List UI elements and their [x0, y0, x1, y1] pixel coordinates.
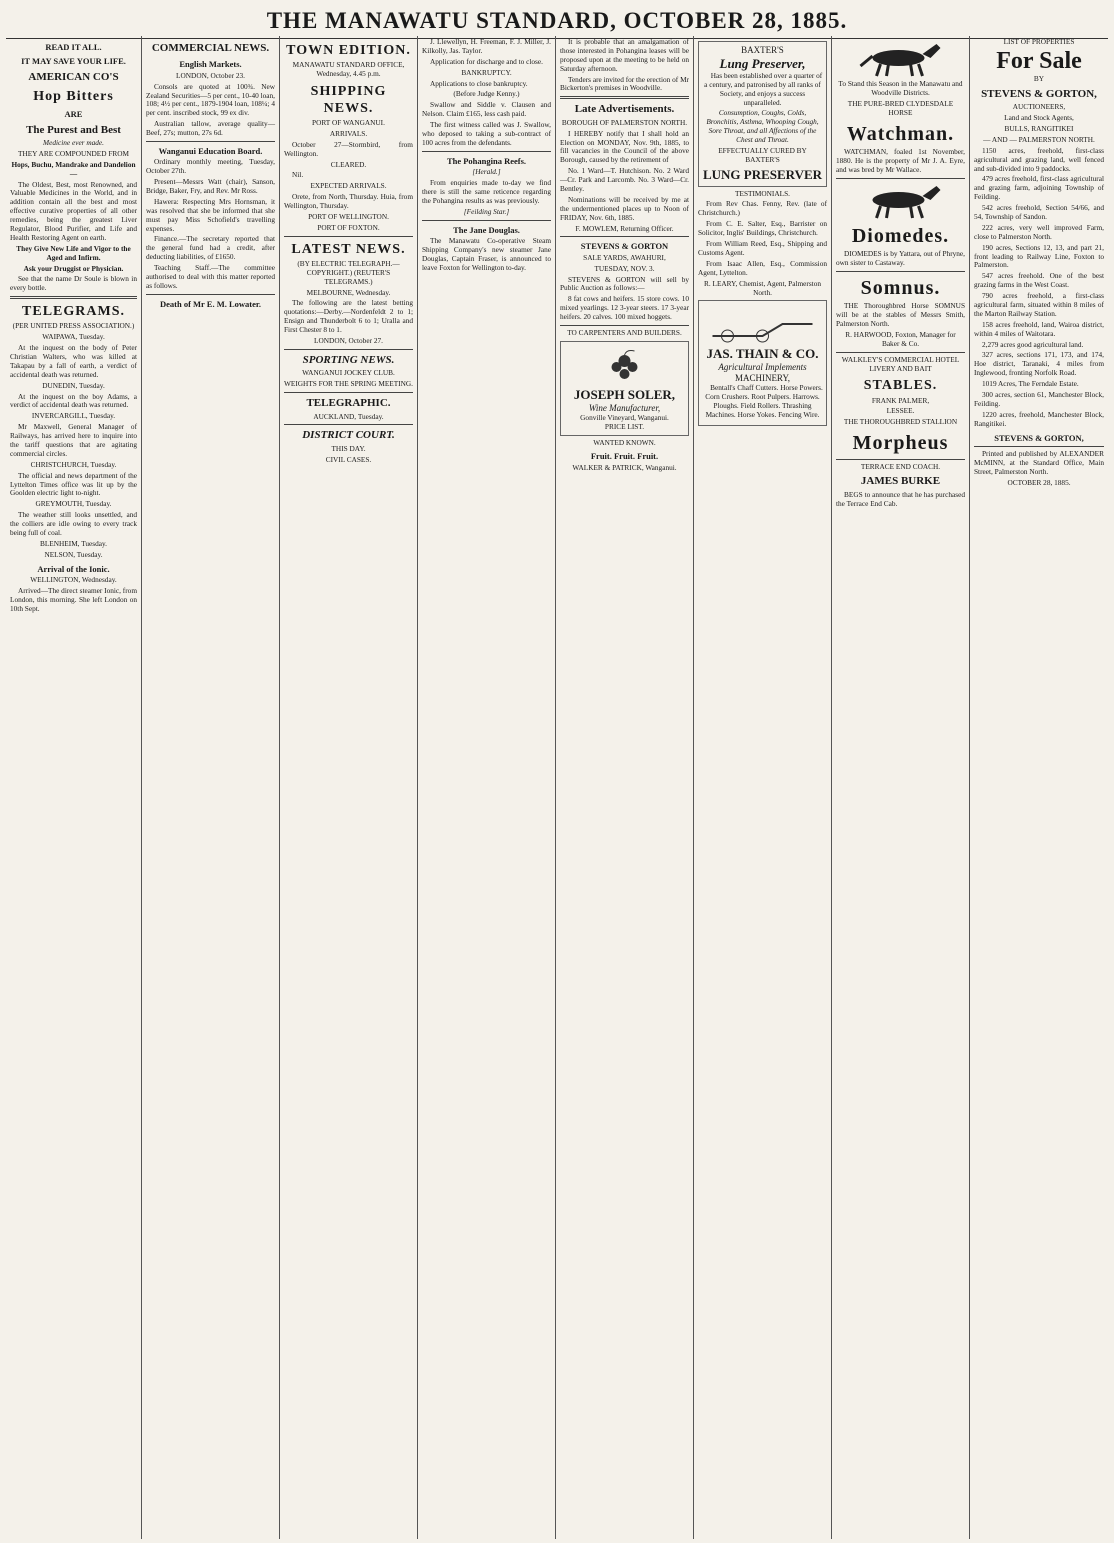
- column-2: [142, 36, 280, 1539]
- news-item: Tenders are invited for the erection of Mr Bickerton's premises in Woodville.: [560, 74, 689, 93]
- list-heading: LIST OF PROPERTIES: [1003, 37, 1075, 46]
- property-listing: 1220 acres, freehold, Manchester Block, Rangitikei.: [974, 409, 1104, 428]
- news-item: At the inquest on the body of Peter Christian Walters, who was killed at Takapau by a fall of earth, a verdict of accidental death was returned.: [10, 343, 137, 379]
- divider: [146, 294, 275, 295]
- sale-date: TUESDAY, NOV. 3.: [594, 263, 655, 273]
- imprint-date: OCTOBER 28, 1885.: [1007, 477, 1071, 487]
- dateline-invercargill: INVERCARGILL, Tuesday.: [31, 411, 116, 421]
- section-commercial: COMMERCIAL NEWS.: [151, 42, 270, 54]
- imprint: Printed and published by ALEXANDER McMINN, at the Standard Office, Main Street, Palmerston North.: [974, 448, 1104, 476]
- thain-name: JAS. THAIN & CO.: [706, 346, 819, 362]
- property-listing: 327 acres, sections 171, 173, and 174, Hoe district, Taranaki, 4 miles from Inglewood, fronting Norfolk Road.: [974, 350, 1104, 378]
- dateline-wellington: WELLINGTON, Wednesday.: [30, 575, 117, 585]
- source-herald: [Herald.]: [472, 167, 501, 177]
- property-listing: 190 acres, Sections 12, 13, and part 21, front leading to Railway Line, Foxton to Palmerston.: [974, 242, 1104, 270]
- heading-jane-douglas: The Jane Douglas.: [453, 224, 520, 235]
- for-sale-heading: For Sale: [996, 47, 1082, 74]
- sale-notice: STEVENS & GORTON will sell by Public Auction as follows:—: [560, 274, 689, 293]
- news-item: From enquiries made to-day we find there is still the same reticence regarding the Pohangina results as was previously.: [422, 178, 551, 205]
- ad-give: They Give New Life and Vigor to the Aged and Infirm.: [16, 243, 131, 262]
- baxter-product: Lung Preserver,: [719, 55, 806, 71]
- news-item: It is probable that an amalgamation of those interested in Pohangina leases will be proposed upon at the meeting to be held on Saturday afternoon.: [560, 37, 689, 73]
- section-telegrams: TELEGRAMS.: [22, 304, 125, 320]
- divider: [836, 459, 965, 460]
- dateline-london: LONDON, October 27.: [314, 336, 383, 346]
- masthead: THE MANAWATU STANDARD, OCTOBER 28, 1885.: [6, 4, 1108, 39]
- ad-ingredients: Hops, Buchu, Mandrake and Dandelion—: [11, 159, 136, 178]
- ad-product: Hop Bitters: [33, 89, 114, 105]
- property-listing: 542 acres freehold, Section 54/66, and 54, Township of Sandon.: [974, 203, 1104, 221]
- news-item: Applications to close bankruptcy.: [430, 78, 528, 88]
- section-sporting: SPORTING NEWS.: [302, 353, 395, 366]
- election-wards: No. 1 Ward—T. Hutchison. No. 2 Ward—Cr. Park and Larcomb. No. 3 Ward—Cr. Bentley.: [560, 166, 689, 193]
- heading-terrace-coach: TERRACE END COACH.: [860, 461, 941, 471]
- firm-name: STEVENS & GORTON,: [981, 87, 1097, 100]
- heading-carpenters: TO CARPENTERS AND BUILDERS.: [567, 328, 682, 338]
- heading-expected: EXPECTED ARRIVALS.: [310, 181, 387, 191]
- column-8: [970, 36, 1108, 1539]
- divider: [284, 424, 413, 425]
- heading-borough: BOROUGH OF PALMERSTON NORTH.: [561, 117, 688, 127]
- press-association: (PER UNITED PRESS ASSOCIATION.): [12, 321, 135, 331]
- property-listing: 300 acres, section 61, Manchester Block, Feilding.: [974, 390, 1104, 408]
- divider: [560, 236, 689, 237]
- ad-body: The Oldest, Best, most Renowned, and Valuable Medicines in the World, and in addition contain all the best and most effective curative properties of all other remedies, being the greatest Liver Regulator, Blood Purifier, and Life and Health Restoring Agent on earth.: [10, 179, 137, 242]
- property-listing: 1019 Acres, The Ferndale Estate.: [982, 379, 1079, 389]
- column-5: [556, 36, 694, 1539]
- news-item: The official and news department of the Lyttelton Times office was lit up by the Goolden electric light to-night.: [10, 470, 137, 498]
- horse-icon: [836, 40, 965, 78]
- divider: [422, 220, 551, 221]
- stables-lessee: LESSEE.: [886, 406, 915, 416]
- watchman-text: WATCHMAN, foaled 1st November, 1880. He is the property of Mr J. A. Eyre, and was bred by Mr Wallace.: [836, 146, 965, 174]
- news-item: The weather still looks unsettled, and the colliers are idle owing to every track being full of coal.: [10, 510, 137, 537]
- auctioneer-name: STEVENS & GORTON: [580, 241, 669, 252]
- heading-bankruptcy: BANKRUPTCY.: [461, 67, 512, 77]
- by-line: BY: [1033, 73, 1045, 83]
- thain-agric: Agricultural Implements: [718, 362, 807, 373]
- news-item: Present—Messrs Watt (chair), Sanson, Bridge, Baker, Fry, and Rev. Mr Ross.: [146, 177, 275, 196]
- divider: [560, 96, 689, 99]
- cable-note: (BY ELECTRIC TELEGRAPH.—COPYRIGHT.) (REUTER'S TELEGRAMS.): [297, 258, 400, 286]
- section-late-ads: Late Advertisements.: [574, 103, 675, 116]
- dateline-auckland: AUCKLAND, Tuesday.: [313, 411, 384, 421]
- ad-baxters: [698, 41, 827, 187]
- horse-icon: [836, 182, 965, 220]
- grapevine-icon: [564, 347, 685, 385]
- sale-yards: SALE YARDS, AWAHURI,: [583, 252, 666, 262]
- property-listing: 222 acres, very well improved Farm, close to Palmerston North.: [974, 222, 1104, 241]
- diomedes-text: DIOMEDES is by Yattara, out of Phryne, own sister to Castaway.: [836, 249, 966, 267]
- section-town-edition: TOWN EDITION.: [286, 43, 411, 58]
- ad-heading-read: READ IT ALL.: [45, 42, 102, 52]
- news-item: Swallow and Siddle v. Clausen and Nelson. Claim £165, less cash paid.: [422, 100, 551, 119]
- section-telegraphic: TELEGRAPHIC.: [306, 397, 391, 410]
- ad-heading-save: IT MAY SAVE YOUR LIFE.: [21, 56, 126, 67]
- baxter-product-2: LUNG PRESERVER: [702, 166, 823, 182]
- testimonial: From Rev Chas. Fenny, Rev. (late of Christchurch.): [698, 199, 827, 218]
- divider: [146, 141, 275, 142]
- baxter-cures: Consumption, Coughs, Colds, Bronchitis, Asthma, Whooping Cough, Sore Throat, and all Affections of the Chest and Throat.: [706, 108, 819, 145]
- news-item: The following are the latest betting quotations:—Derby.—Nordenfeldt 2 to 1; Ensign and Thunderbolt 6 to 1; Uralla and First Chester 8 to 1.: [284, 298, 413, 335]
- divider: [10, 296, 137, 299]
- divider: [284, 236, 413, 237]
- heading-pohangina-reefs: The Pohangina Reefs.: [446, 155, 527, 166]
- heading-this-day: THIS DAY.: [331, 443, 366, 453]
- ad-joseph-soler: [560, 341, 689, 436]
- horse-morpheus: Morpheus: [852, 432, 949, 455]
- heading-testimonials: TESTIMONIALS.: [735, 188, 790, 198]
- heading-arrivals: ARRIVALS.: [329, 128, 368, 138]
- news-item: At the inquest on the boy Adams, a verdict of accidental death was returned.: [10, 391, 137, 410]
- firm-agents: Land and Stock Agents,: [1004, 113, 1074, 123]
- property-listing: 479 acres freehold, first-class agricultural and grazing farm, adjoining Township of Feilding.: [974, 174, 1104, 202]
- election-nominations: Nominations will be received by me at the undermentioned places up to Noon of FRIDAY, Nov. 6th, 1885.: [560, 194, 689, 222]
- property-listing: 547 acres freehold. One of the best grazing farms in the West Coast.: [974, 271, 1104, 290]
- news-item: Nil.: [292, 170, 304, 180]
- heading-stables: STABLES.: [863, 378, 938, 394]
- testimonial: From C. E. Salter, Esq., Barrister on Solicitor, Inglis' Buildings, Christchurch.: [698, 219, 827, 238]
- ad-ask: Ask your Druggist or Physician.: [23, 263, 124, 273]
- ad-purest: The Purest and Best: [26, 123, 121, 136]
- divider: [560, 325, 689, 326]
- news-item: October 27—Stormbird, from Wellington.: [284, 139, 413, 158]
- ad-brand: AMERICAN CO'S: [28, 70, 119, 83]
- divider: [974, 446, 1104, 447]
- soler-vineyard: Gonville Vineyard, Wanganui.: [580, 412, 669, 422]
- property-listing: 158 acres freehold, land, Wairoa district, within 4 miles of Waitotara.: [974, 319, 1104, 338]
- heading-civil-cases: CIVIL CASES.: [325, 454, 372, 464]
- ad-see: See that the name Dr Soule is blown in every bottle.: [10, 274, 137, 293]
- dateline-melbourne: MELBOURNE, Wednesday.: [306, 287, 391, 297]
- news-item: Teaching Staff.—The committee authorised to deal with this matter reported as follows.: [146, 263, 275, 290]
- sale-stock: 8 fat cows and heifers. 15 store cows. 10 mixed yearlings. 12 3-year steers. 17 3-year heifers. 20 calves. 100 mixed hoggets.: [560, 294, 689, 322]
- heading-education-board: Wanganui Education Board.: [158, 146, 263, 156]
- thain-machinery: MACHINERY,: [734, 373, 791, 384]
- baxter-intro: Has been established over a quarter of a century, and patronised by all ranks of Society, and enjoys a success unparalleled.: [704, 70, 823, 107]
- news-item: Australian tallow, average quality—Beef, 27s; mutton, 27s 6d.: [146, 119, 275, 138]
- news-item: Mr Maxwell, General Manager of Railways, has arrived here to inquire into the tariff questions that are agitating commercial circles.: [10, 422, 137, 458]
- news-item: The first witness called was J. Swallow, who deposed to taking a sub-contract of 100 acres from the defendants.: [422, 120, 551, 147]
- heading-ionic: Arrival of the Ionic.: [37, 563, 110, 574]
- dateline-dunedin: DUNEDIN, Tuesday.: [42, 380, 105, 390]
- news-item: Consols are quoted at 100¾. New Zealand Securities—5 per cent., 10-40 loan, 108; 4½ per cent., 1879-1904 loan, 108¼; 4 per cent. inscribed stock, 99 ex div.: [146, 81, 275, 118]
- heading-english-markets: English Markets.: [179, 59, 242, 70]
- heading-fruit: Fruit. Fruit. Fruit.: [590, 451, 659, 462]
- soler-pricelist: PRICE LIST.: [604, 421, 645, 431]
- chemist-agent: R. LEARY, Chemist, Agent, Palmerston North.: [703, 278, 822, 297]
- dateline-nelson: NELSON, Tuesday.: [44, 549, 103, 559]
- fruit-firm: WALKER & PATRICK, Wanganui.: [572, 462, 677, 472]
- dateline-waipawa: WAIPAWA, Tuesday.: [42, 332, 105, 342]
- horse-watchman: Watchman.: [846, 122, 955, 145]
- baxter-effect: EFFECTUALLY CURED BY BAXTER'S: [718, 145, 807, 164]
- testimonial: From Isaac Allen, Esq., Commission Agent, Lyttelton.: [698, 258, 827, 277]
- divider: [284, 392, 413, 393]
- heading-port-wanganui: PORT OF WANGANUI.: [312, 118, 385, 128]
- heading-port-foxton: PORT OF FOXTON.: [317, 222, 380, 232]
- dateline-blenheim: BLENHEIM, Tuesday.: [39, 538, 108, 548]
- heading-port-wellington: PORT OF WELLINGTON.: [308, 212, 389, 222]
- returning-officer: F. MOWLEM, Returning Officer.: [575, 223, 674, 233]
- morpheus-intro: THE THOROUGHBRED STALLION: [843, 417, 958, 427]
- columns: [6, 36, 1108, 1539]
- column-3: [280, 36, 418, 1539]
- news-item: Hawera: Respecting Mrs Hornsman, it was resolved that she be informed that she must pay Miss Schofield's travelling expenses.: [146, 196, 275, 233]
- column-7: [832, 36, 970, 1539]
- somnus-text: THE Thoroughbred Horse SOMNUS will be at the stables of Messrs Smith, Palmerston North.: [836, 301, 965, 328]
- horse-somnus: Somnus.: [860, 276, 941, 299]
- ad-made: Medicine ever made.: [43, 137, 104, 147]
- section-latest-news: LATEST NEWS.: [291, 241, 406, 257]
- dateline-christchurch: CHRISTCHURCH, Tuesday.: [30, 459, 117, 469]
- heading-judge: (Before Judge Kenny.): [453, 89, 520, 99]
- source-feilding: [Feilding Star.]: [463, 206, 510, 216]
- firm-name-footer: STEVENS & GORTON,: [994, 432, 1084, 443]
- news-item: The Manawatu Co-operative Steam Shipping Company's new steamer Jane Douglas, Captain Fraser, is announced to leave Foxton for Wellington to-day.: [422, 235, 551, 272]
- property-listing: 1150 acres, freehold, first-class agricultural and grazing land, well fenced and sub-divided into 9 paddocks.: [974, 145, 1104, 173]
- testimonial: From William Reed, Esq., Shipping and Customs Agent.: [698, 239, 827, 257]
- plough-icon: [702, 306, 823, 344]
- column-1: [6, 36, 142, 1539]
- divider: [284, 349, 413, 350]
- soler-trade: Wine Manufacturer,: [588, 402, 661, 413]
- dateline-london: LONDON, October 23.: [176, 70, 245, 80]
- news-item: J. Llewellyn, H. Freeman, F. J. Miller, J. Kilkolly, Jas. Taylor.: [422, 37, 551, 55]
- coach-text: BEGS to announce that he has purchased the Terrace End Cab.: [836, 489, 965, 508]
- divider: [836, 271, 965, 272]
- news-item: Orete, from North, Thursday. Huia, from Wellington, Thursday.: [284, 192, 413, 211]
- soler-name: JOSEPH SOLER,: [573, 386, 676, 402]
- election-notice: I HEREBY notify that I shall hold an Election on MONDAY, Nov. 9th, 1885, to fill vacancies in the Council of the above Borough, caused by the retirement of: [560, 128, 689, 165]
- firm-location: BULLS, RANGITIKEI: [1004, 123, 1074, 133]
- firm-auctioneers: AUCTIONEERS,: [1012, 102, 1066, 112]
- walkley-hotel: WALKLEY'S COMMERCIAL HOTEL LIVERY AND BAIT: [841, 354, 960, 373]
- ad-are: ARE: [64, 109, 83, 120]
- news-item: Finance.—The secretary reported that the general fund had a credit, after deducting liabilities, of £1650.: [146, 234, 275, 262]
- clydesdale-heading: THE PURE-BRED CLYDESDALE HORSE: [847, 98, 954, 117]
- heading-weights: WEIGHTS FOR THE SPRING MEETING.: [284, 379, 413, 389]
- stables-owner: FRANK PALMER,: [871, 395, 930, 405]
- news-item: Ordinary monthly meeting, Tuesday, October 27th.: [146, 157, 275, 176]
- property-listing: 790 acres freehold, a first-class agricultural farm, situated within 8 miles of the Marton Railway Station.: [974, 291, 1104, 318]
- column-4: [418, 36, 556, 1539]
- horse-diomedes: Diomedes.: [851, 224, 950, 247]
- heading-cleared: CLEARED.: [330, 159, 367, 169]
- thain-items: Bentall's Chaff Cutters. Horse Powers. Corn Crushers. Root Pulpers. Harrows. Ploughs. Field Rollers. Thrashing Machines. Horse Yokes. Fencing Wire.: [705, 383, 823, 419]
- column-6: [694, 36, 832, 1539]
- heading-death-lowater: Death of Mr E. M. Lowater.: [159, 298, 262, 309]
- somnus-manager: R. HARWOOD, Foxton, Manager for Baker & Co.: [845, 329, 956, 348]
- ad-compound: THEY ARE COMPOUNDED FROM: [17, 148, 130, 158]
- baxter-name: BAXTER'S: [741, 45, 784, 55]
- section-district-court: DISTRICT COURT.: [302, 429, 395, 442]
- coach-owner: JAMES BURKE: [860, 475, 941, 488]
- firm-location-2: — AND — PALMERSTON NORTH.: [983, 134, 1095, 144]
- stand-note: To Stand this Season in the Manawatu and Woodville Districts.: [838, 79, 963, 97]
- heading-wanted: WANTED KNOWN.: [593, 437, 656, 447]
- divider: [422, 151, 551, 152]
- heading-jockey-club: WANGANUI JOCKEY CLUB.: [302, 368, 395, 378]
- dateline-greymouth: GREYMOUTH, Tuesday.: [35, 499, 112, 509]
- divider: [836, 178, 965, 179]
- office-line: MANAWATU STANDARD OFFICE, Wednesday, 4.45 p.m.: [292, 60, 405, 78]
- news-item: Arrived—The direct steamer Ionic, from London, this morning. She left London on 10th Sept.: [10, 585, 137, 613]
- section-shipping: SHIPPING NEWS.: [310, 83, 387, 116]
- divider: [836, 352, 965, 353]
- news-item: Application for discharge and to close.: [430, 56, 543, 66]
- ad-thain: [698, 300, 827, 425]
- property-listing: 2,279 acres good agricultural land.: [982, 339, 1084, 349]
